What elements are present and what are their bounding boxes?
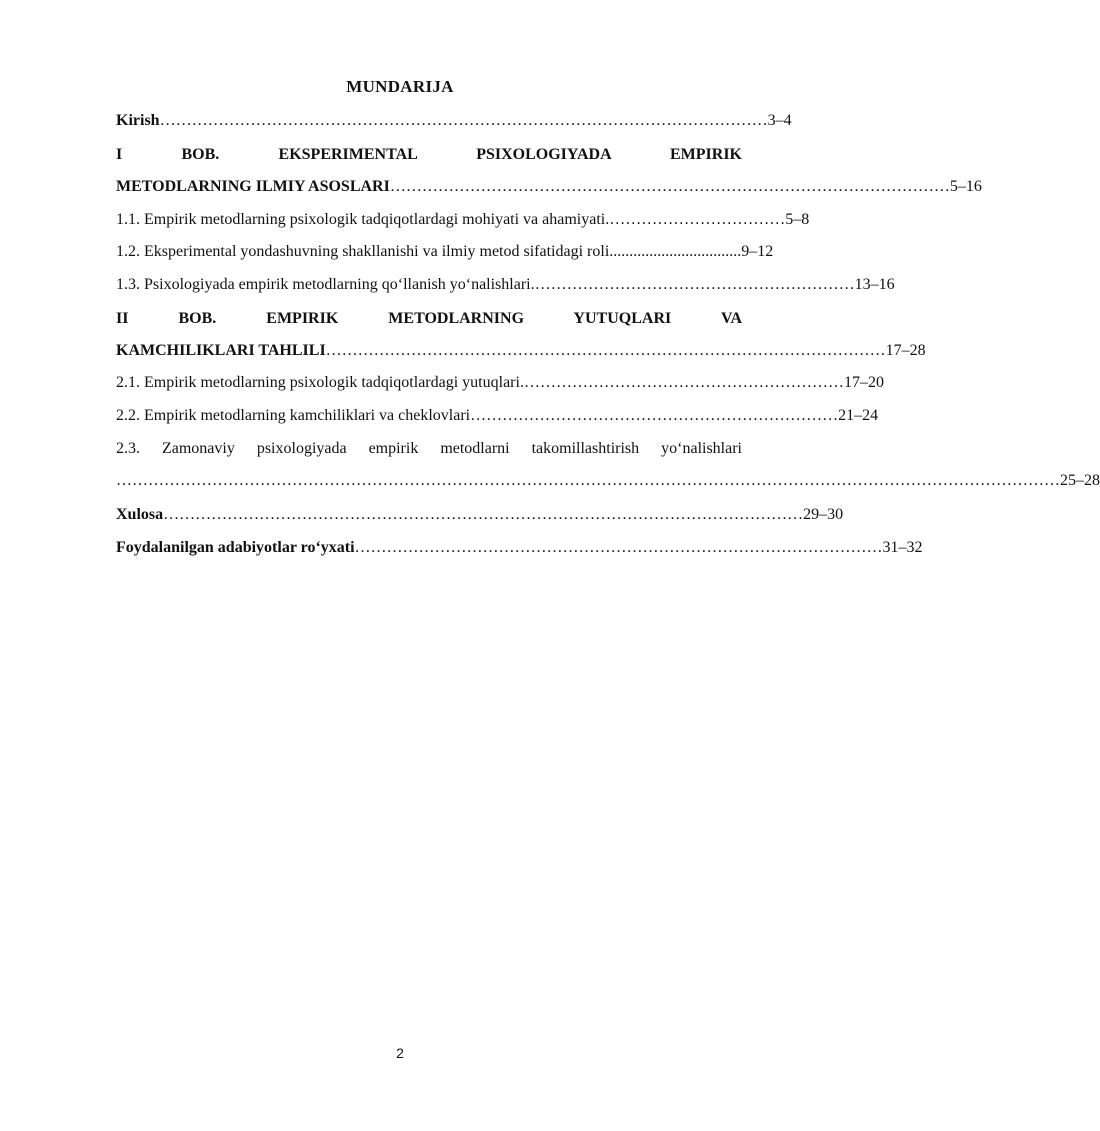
toc-entry-label: 2.1. Empirik metodlarning psixologik tadqiqotlardagi yutuqlari. xyxy=(116,374,524,391)
toc-entry-label: METODLARNING ILMIY ASOSLARI xyxy=(116,178,390,195)
toc-entry-chapter-1-line2[interactable] xyxy=(116,177,982,197)
toc-entry-label: Foydalanilgan adabiyotlar ro‘yxati xyxy=(116,539,355,556)
toc-entry-1-3[interactable] xyxy=(116,275,895,295)
toc-entry-label: Xulosa xyxy=(116,506,164,523)
leader-dots: ................................ xyxy=(613,243,742,260)
toc-entry-2-3-line1[interactable]: 2.3. Zamonaviy psixologiyada empirik metodlarni takomillashtirish yo‘nalishlari xyxy=(116,440,742,457)
leader-dots: …………………………………………………… xyxy=(534,276,855,293)
toc-entry-chapter-2-line1[interactable]: II BOB. EMPIRIK METODLARNING YUTUQLARI VA xyxy=(116,310,742,327)
toc-entry-pages: 17–28 xyxy=(885,342,926,359)
toc-entry-label: 1.3. Psixologiyada empirik metodlarning qo‘llanish yo‘nalishlari. xyxy=(116,276,535,293)
toc-entry-pages: 21–24 xyxy=(838,407,879,424)
toc-entry-2-2[interactable] xyxy=(116,406,879,426)
toc-entry-pages: 31–32 xyxy=(882,539,923,556)
leader-dots: ………………………………………………………………………………………………………… xyxy=(163,506,804,523)
toc-entry-adabiyotlar[interactable] xyxy=(116,538,923,558)
toc-entry-pages: 5–16 xyxy=(949,178,982,195)
toc-entry-pages: 13–16 xyxy=(854,276,895,293)
toc-entry-label: 2.2. Empirik metodlarning kamchiliklari va cheklovlari xyxy=(116,407,471,424)
leader-dots: …………………………………………………………… xyxy=(470,407,839,424)
leader-dots: …………………………… xyxy=(609,211,786,228)
toc-title: MUNDARIJA xyxy=(346,77,454,96)
toc-entry-chapter-2-line2[interactable] xyxy=(116,341,926,361)
page-number: 2 xyxy=(396,1045,404,1061)
leader-dots: …………………………………………………………………………………………… xyxy=(325,342,886,359)
toc-entry-pages: 9–12 xyxy=(741,243,774,260)
leader-dots: …………………………………………………………………………………………………… xyxy=(159,112,768,129)
toc-entry-chapter-1-line1[interactable]: I BOB. EKSPERIMENTAL PSIXOLOGIYADA EMPIRIK xyxy=(116,146,742,163)
toc-entry-pages: 29–30 xyxy=(803,506,844,523)
toc-entry-label: Kirish xyxy=(116,112,160,129)
toc-entry-1-1[interactable] xyxy=(116,210,810,230)
toc-entry-label: KAMCHILIKLARI TAHLILI xyxy=(116,342,326,359)
toc-entry-pages: 17–20 xyxy=(843,374,884,391)
toc-entry-kirish[interactable] xyxy=(116,111,792,131)
toc-entry-pages: 5–8 xyxy=(785,211,810,228)
leader-dots: ……………………………………………………………………………………… xyxy=(354,539,883,556)
leader-dots: …………………………………………………… xyxy=(523,374,844,391)
leader-dots: …………………………………………………………………………………………… xyxy=(389,178,950,195)
toc-entry-1-2[interactable] xyxy=(116,242,774,262)
toc-entry-pages: 3–4 xyxy=(767,112,792,129)
toc-entry-pages: 25–28 xyxy=(1060,472,1100,489)
toc-entry-xulosa[interactable] xyxy=(116,505,844,525)
toc-entry-label: 1.1. Empirik metodlarning psixologik tadqiqotlardagi mohiyati va ahamiyati. xyxy=(116,211,610,228)
leader-dots: …………………………………………………………………………………………………………………………………………………………… xyxy=(116,472,1060,489)
toc-entry-label: 1.2. Eksperimental yondashuvning shakllanishi va ilmiy metod sifatidagi roli. xyxy=(116,243,614,260)
toc-entry-2-3-line2[interactable] xyxy=(116,471,1100,491)
toc-entry-2-1[interactable] xyxy=(116,373,884,393)
